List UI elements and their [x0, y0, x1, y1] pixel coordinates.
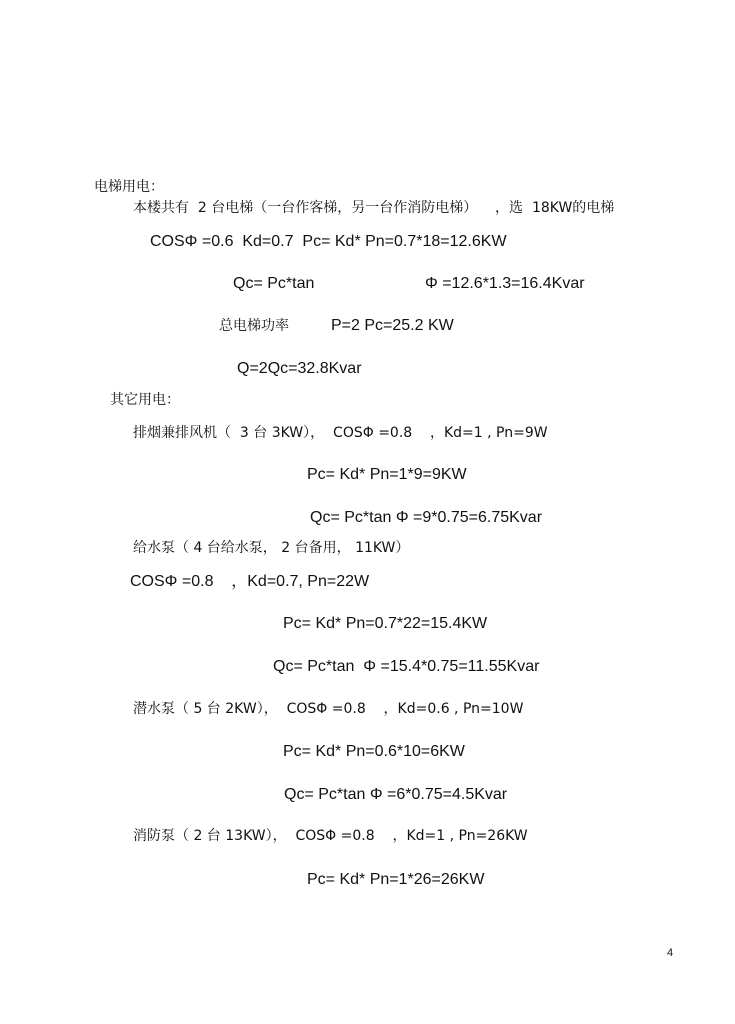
formula-line: Pc= Kd* Pn=1*9=9KW [307, 466, 467, 483]
formula-line: Qc= Pc*tan Φ =6*0.75=4.5Kvar [284, 786, 508, 803]
formula-line: COSΦ =0.6 Kd=0.7 Pc= Kd* Pn=0.7*18=12.6KW [150, 233, 507, 250]
formula-line: Qc= Pc*tan Φ =9*0.75=6.75Kvar [310, 509, 543, 526]
item-submersible-pump: 潜水泵（ 5 台 2KW）， COSΦ =0.8 ，Kd=0.6 , Pn=10W [133, 701, 524, 717]
formula-line: Qc= Pc*tan [233, 275, 315, 292]
item-water-pump: 给水泵（ 4 台给水泵， 2 台备用， 11KW） [133, 540, 410, 556]
formula-line: Qc= Pc*tan Φ =15.4*0.75=11.55Kvar [273, 658, 540, 675]
total-elevator-power-label: 总电梯功率 [219, 318, 289, 334]
item-smoke-fan: 排烟兼排风机（ 3 台 3KW）， COSΦ =0.8 ，Kd=1 , Pn=9W [133, 425, 548, 441]
elevator-description: 本楼共有 2 台电梯（一台作客梯，另一台作消防电梯） ，选 18KW的电梯 [133, 200, 615, 216]
formula-line: Pc= Kd* Pn=0.7*22=15.4KW [283, 615, 488, 632]
formula-line: COSΦ =0.8 ，Kd=0.7, Pn=22W [130, 573, 370, 590]
section-heading-other: 其它用电： [110, 392, 180, 408]
formula-line: Φ =12.6*1.3=16.4Kvar [425, 275, 585, 292]
page-number: 4 [667, 947, 674, 959]
section-heading-elevator: 电梯用电： [94, 179, 164, 195]
formula-line: Pc= Kd* Pn=1*26=26KW [307, 871, 485, 888]
formula-line: P=2 Pc=25.2 KW [331, 317, 454, 334]
formula-line: Pc= Kd* Pn=0.6*10=6KW [283, 743, 465, 760]
formula-line: Q=2Qc=32.8Kvar [237, 360, 362, 377]
item-fire-pump: 消防泵（ 2 台 13KW）， COSΦ =0.8 ，Kd=1 , Pn=26KW [133, 828, 528, 844]
